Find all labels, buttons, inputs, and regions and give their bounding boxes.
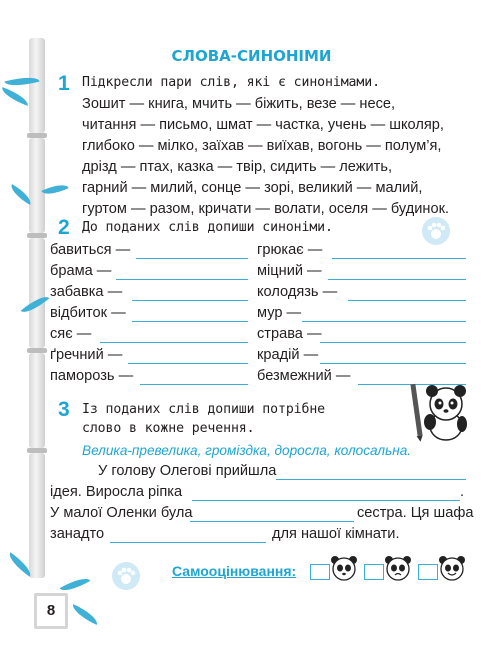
answer-line[interactable] <box>100 342 248 343</box>
task-1-instruction: Підкресли пари слів, які є синонімами. <box>82 75 380 90</box>
task-2-word: грюкає — <box>257 242 323 258</box>
answer-line[interactable] <box>328 279 466 280</box>
sentence-text: У малої Оленки була <box>50 505 193 521</box>
answer-line[interactable] <box>136 258 248 259</box>
rating-box[interactable] <box>418 564 438 580</box>
sentence-text: ідея. Виросла ріпка <box>50 484 183 500</box>
answer-line[interactable] <box>128 363 248 364</box>
bamboo-leaf-icon <box>0 87 31 106</box>
bamboo-leaf-icon <box>41 180 68 199</box>
task-1-number: 1 <box>58 72 70 95</box>
word-pairs-line: глибоко — мілко, заїхав — виїхав, вогонь — полум’я, <box>82 138 442 154</box>
rating-box[interactable] <box>310 564 330 580</box>
panda-face-icon <box>438 555 466 585</box>
word-pairs-line: Зошит — книга, мчить — біжить, везе — несе, <box>82 96 396 112</box>
task-2-word: страва — <box>257 326 322 342</box>
answer-line[interactable] <box>140 384 248 385</box>
paw-print-icon <box>112 562 140 590</box>
word-pairs-line: гарний — милий, сонце — зорі, великий — малий, <box>82 180 423 196</box>
answer-line[interactable] <box>302 321 466 322</box>
self-assessment-label: Самооцінювання: <box>172 563 297 579</box>
task-2-word: бавиться — <box>50 242 131 258</box>
answer-line[interactable] <box>320 363 466 364</box>
task-3-instruction: Із поданих слів допиши потрібне <box>82 402 326 417</box>
task-2-instruction: До поданих слів допиши синоніми. <box>82 220 333 235</box>
answer-line[interactable] <box>110 542 266 543</box>
task-2-word: міцний — <box>257 263 322 279</box>
answer-line[interactable] <box>132 321 248 322</box>
answer-line[interactable] <box>320 342 466 343</box>
page-number: 8 <box>46 602 56 619</box>
task-2-word: безмежний — <box>257 368 351 384</box>
answer-line[interactable] <box>276 479 466 480</box>
panda-icon <box>408 380 468 442</box>
task-2-word: забавка — <box>50 284 123 300</box>
word-pairs-line: гуртом — разом, кричати — волати, оселя — будинок. <box>82 201 450 217</box>
task-3-word-list: Велика-превелика, громіздка, доросла, колосальна. <box>82 443 412 458</box>
task-2-word: паморозь — <box>50 368 134 384</box>
word-pairs-line: читання — письмо, шмат — частка, учень — школяр, <box>82 117 444 133</box>
task-2-word: відбиток — <box>50 305 126 321</box>
task-2-word: брама — <box>50 263 112 279</box>
answer-line[interactable] <box>116 279 248 280</box>
answer-line[interactable] <box>190 521 354 522</box>
bamboo-leaf-icon <box>70 604 101 625</box>
panda-face-icon <box>330 555 358 585</box>
answer-line[interactable] <box>332 258 466 259</box>
sentence-text: . <box>460 484 465 500</box>
sentence-text: У голову Олегові прийшла <box>98 463 277 479</box>
sentence-text: занадто <box>50 526 105 542</box>
page-number-frame <box>34 593 68 629</box>
answer-line[interactable] <box>132 300 248 301</box>
task-2-word: колодязь — <box>257 284 338 300</box>
task-2-number: 2 <box>58 216 70 239</box>
task-3-instruction: слово в кожне речення. <box>82 421 255 436</box>
paw-print-icon <box>422 217 450 245</box>
answer-line[interactable] <box>348 300 466 301</box>
task-2-word: сяє — <box>50 326 92 342</box>
task-2-word: мур — <box>257 305 302 321</box>
task-2-word: крадій — <box>257 347 319 363</box>
rating-box[interactable] <box>364 564 384 580</box>
panda-face-icon <box>384 555 412 585</box>
task-2-word: ґречний — <box>50 347 123 363</box>
word-pairs-line: дрізд — птах, казка — твір, сидить — лежить, <box>82 159 393 175</box>
task-3-number: 3 <box>58 398 70 421</box>
page-title: СЛОВА-СИНОНІМИ <box>171 47 332 65</box>
sentence-text: для нашої кімнати. <box>272 526 400 542</box>
sentence-text: сестра. Ця шафа <box>357 505 474 521</box>
answer-line[interactable] <box>192 500 460 501</box>
